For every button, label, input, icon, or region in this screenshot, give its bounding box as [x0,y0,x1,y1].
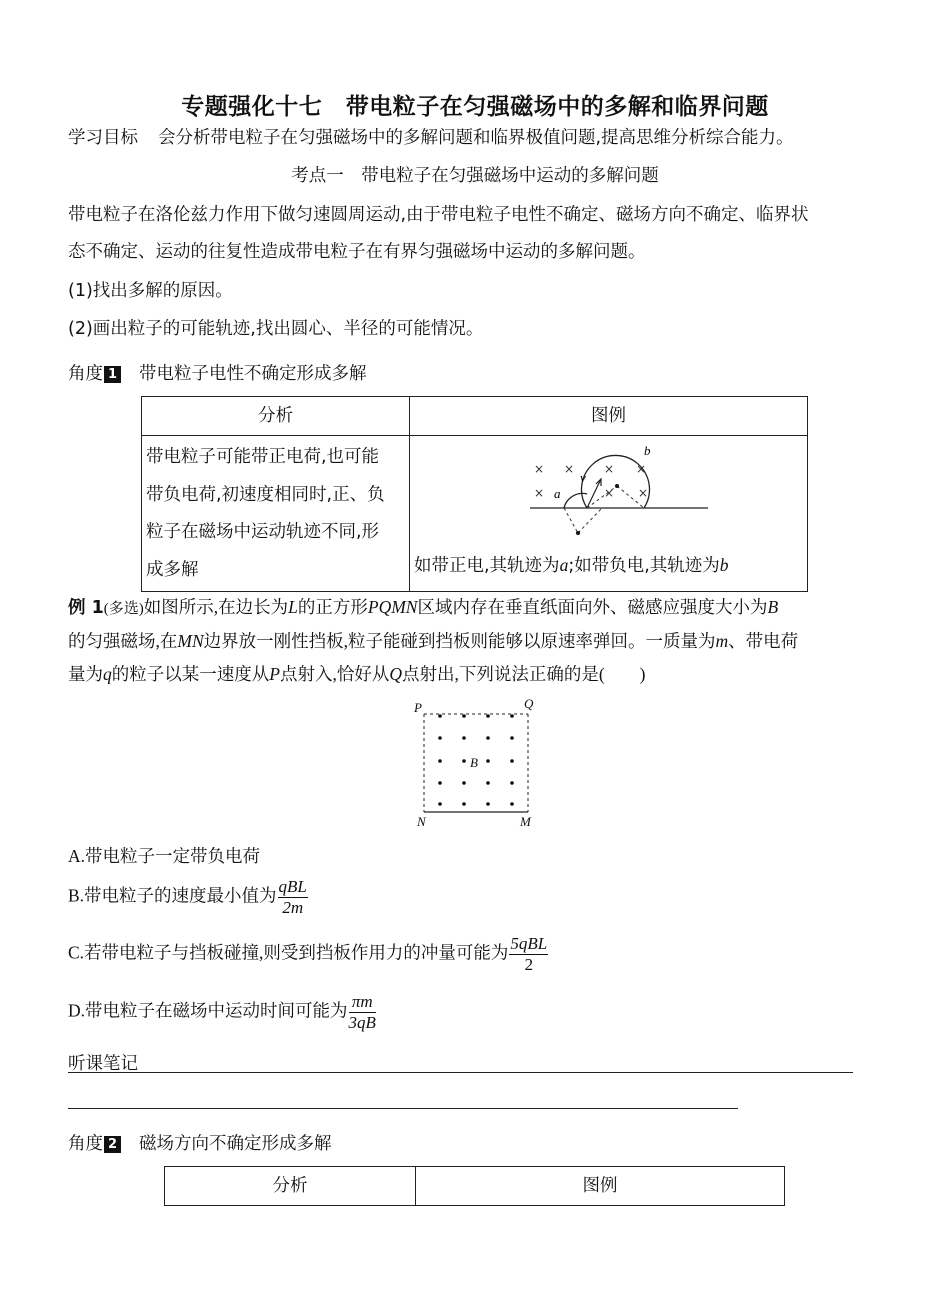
option-C: C.若带电粒子与挡板碰撞,则受到挡板作用力的冲量可能为 $\frac{\text{5qBL}}{2}$ [68,934,548,974]
example1-line1: 例 1(多选)如图所示,在边长为L的正方形PQMN区域内存在垂直纸面向外、磁感应强度大小为B [68,597,779,618]
section1-heading: 考点一 带电粒子在匀强磁场中运动的多解问题 [291,166,659,186]
notes-line-1 [68,1072,853,1073]
section1-intro-line2: 态不确定、运动的往复性造成带电粒子在有界匀强磁场中运动的多解问题。 [68,242,646,262]
svg-text:×: × [604,486,615,500]
option-A: A.带电粒子一定带负电荷 [68,846,261,866]
angle1-title: 带电粒子电性不确定形成多解 [139,364,367,384]
option-B: B.带电粒子的速度最小值为 $\frac{\text{qBL}}{2m}$ [68,877,307,917]
example1-line3: 量为q的粒子以某一速度从P点射入,恰好从Q点射出,下列说法正确的是( ) [68,664,646,684]
option-D: D.带电粒子在磁场中运动时间可能为 $\frac{\pi m}{3qB}$ [68,992,376,1032]
label-P: P [414,700,422,715]
section1-step1: (1)找出多解的原因。 [68,281,233,301]
label-M: M [520,814,531,829]
label-v: v [580,470,586,485]
angle2-table [164,1166,785,1206]
trajectory-diagram [530,440,710,540]
notes-label: 听课笔记 [68,1054,138,1074]
angle1-analysis-cell [142,436,410,592]
example-label: 例 1 [68,598,104,618]
svg-text:×: × [636,462,647,476]
angle2-prefix: 角度 [68,1134,103,1154]
angle1-number-badge: 1 [104,366,121,383]
center-a [576,531,580,535]
angle2-col-figure: 图例 [416,1167,785,1206]
analysis-line: 成多解 [146,559,199,580]
learning-goal [68,124,794,149]
field-crosses [534,462,648,500]
label-a: a [554,486,561,501]
learning-goal-label: 学习目标 [68,128,138,148]
learning-goal-text: 会分析带电粒子在匀强磁场中的多解问题和临界极值问题,提高思维分析综合能力。 [158,128,794,148]
svg-text:×: × [638,486,649,500]
square-field-diagram [408,696,548,832]
angle1-figure-cell [410,436,808,592]
angle1-col-analysis: 分析 [142,397,410,436]
label-b: b [644,443,651,458]
angle1-col-figure: 图例 [410,397,808,436]
example1-line2: 的匀强磁场,在MN边界放一刚性挡板,粒子能碰到挡板则能够以原速率弹回。一质量为m、带电荷 [68,631,799,651]
label-B: B [470,755,478,770]
section1-intro-line1: 带电粒子在洛伦兹力作用下做匀速圆周运动,由于带电粒子电性不确定、磁场方向不确定、临界状 [68,205,809,225]
analysis-line: 带负电荷,初速度相同时,正、负 [146,484,385,505]
angle1-heading [68,360,367,385]
angle2-heading [68,1130,332,1155]
section1-step2: (2)画出粒子的可能轨迹,找出圆心、半径的可能情况。 [68,319,484,339]
label-N: N [417,814,426,829]
notes-line-2 [68,1108,738,1109]
svg-text:×: × [534,486,545,500]
angle1-prefix: 角度 [68,364,103,384]
center-b [615,484,619,488]
label-Q: Q [524,696,534,711]
figure-caption: 如带正电,其轨迹为a;如带负电,其轨迹为b [414,555,729,576]
svg-text:×: × [534,462,545,476]
angle2-number-badge: 2 [104,1136,121,1153]
angle2-col-analysis: 分析 [165,1167,416,1206]
angle2-title: 磁场方向不确定形成多解 [139,1134,332,1154]
velocity-arrow [587,479,601,508]
svg-text:×: × [604,462,615,476]
svg-text:×: × [564,462,575,476]
analysis-line: 带电粒子可能带正电荷,也可能 [146,447,380,467]
angle1-table [141,396,808,592]
page-title: 专题强化十七 带电粒子在匀强磁场中的多解和临界问题 [181,94,769,120]
analysis-line: 粒子在磁场中运动轨迹不同,形 [146,522,380,542]
